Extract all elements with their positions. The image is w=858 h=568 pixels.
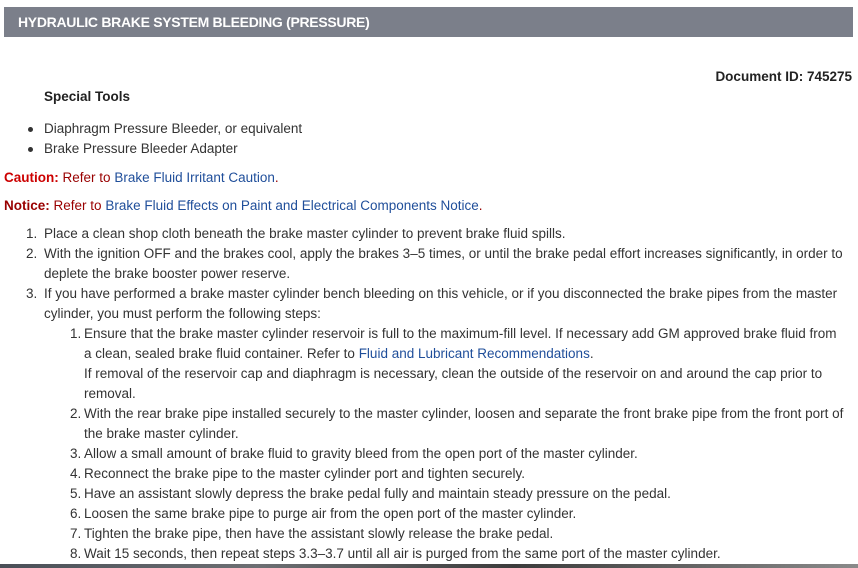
step-number: 3. — [26, 286, 38, 301]
procedure-step — [0, 244, 858, 284]
bullet-icon — [28, 127, 33, 132]
substep-note: If removal of the reservoir cap and diaphragm is necessary, clean the outside of the reservoir on and around the cap prior to removal. — [84, 366, 823, 401]
caution-line — [4, 168, 279, 188]
step-text: If you have performed a brake master cylinder bench bleeding on this vehicle, or if you disconnected the brake pipes from the master cylinder, you must perform the following steps: — [44, 286, 838, 321]
substep-text: Wait 15 seconds, then repeat steps 3.3–3.7 until all air is purged from the same port of the master cylinder. — [84, 546, 721, 561]
substep-text: With the rear brake pipe installed securely to the master cylinder, loosen and separate the front brake pipe from the front port of the brake master cylinder. — [84, 406, 844, 441]
procedure-step — [0, 224, 858, 244]
substep — [44, 324, 844, 404]
notice-prefix: Refer to — [53, 198, 102, 213]
list-item — [24, 139, 302, 159]
procedure-steps — [0, 224, 858, 564]
caution-prefix: Refer to — [62, 170, 111, 185]
brake-fluid-irritant-caution-link[interactable]: Brake Fluid Irritant Caution — [114, 170, 275, 185]
substep-number: 5. — [70, 486, 82, 501]
special-tools-list — [24, 119, 302, 159]
substep-text: Allow a small amount of brake fluid to gravity bleed from the open port of the master cylinder. — [84, 446, 638, 461]
substep-number: 3. — [70, 446, 82, 461]
tool-item-label: Diaphragm Pressure Bleeder, or equivalent — [44, 121, 303, 136]
substep — [44, 404, 844, 444]
notice-label: Notice: — [4, 198, 50, 213]
substep-number: 2. — [70, 406, 82, 421]
substeps-list — [44, 324, 844, 564]
step-number: 2. — [26, 246, 38, 261]
substep-text: Have an assistant slowly depress the brake pedal fully and maintain steady pressure on the pedal. — [84, 486, 671, 501]
brake-fluid-effects-notice-link[interactable]: Brake Fluid Effects on Paint and Electrical Components Notice — [105, 198, 479, 213]
list-item — [24, 119, 302, 139]
bullet-icon — [28, 147, 33, 152]
substep — [44, 464, 844, 484]
step-text: Place a clean shop cloth beneath the brake master cylinder to prevent brake fluid spills. — [44, 226, 566, 241]
substep-number: 1. — [70, 326, 82, 341]
caution-suffix: . — [274, 170, 279, 185]
substep-number: 4. — [70, 466, 82, 481]
document-id: Document ID: 745275 — [715, 69, 852, 84]
substep-number: 8. — [70, 546, 82, 561]
tool-item-label: Brake Pressure Bleeder Adapter — [44, 141, 238, 156]
substep — [44, 444, 844, 464]
substep-text: Tighten the brake pipe, then have the assistant slowly release the brake pedal. — [84, 526, 554, 541]
substep-text: Loosen the same brake pipe to purge air from the open port of the master cylinder. — [84, 506, 577, 521]
substep-number: 7. — [70, 526, 82, 541]
bottom-edge-strip — [0, 564, 858, 568]
substep — [44, 504, 844, 524]
step-number: 1. — [26, 226, 38, 241]
substep — [44, 524, 844, 544]
notice-line — [4, 196, 483, 216]
substep-link-suffix: . — [589, 346, 594, 361]
procedure-step — [0, 284, 858, 564]
substep — [44, 544, 844, 564]
substep-text: Ensure that the brake master cylinder reservoir is full to the maximum-fill level. If necessary add GM approved brake fluid from a clean, sealed brake fluid container. Refer to — [84, 326, 837, 361]
substep-number: 6. — [70, 506, 82, 521]
step-text: With the ignition OFF and the brakes cool, apply the brakes 3–5 times, or until the brake pedal effort increases significantly, in order to deplete the brake booster power reserve. — [44, 246, 843, 281]
special-tools-heading: Special Tools — [44, 89, 131, 104]
substep — [44, 484, 844, 504]
page-title: HYDRAULIC BRAKE SYSTEM BLEEDING (PRESSURE) — [4, 7, 853, 37]
caution-label: Caution: — [4, 170, 59, 185]
substep-text: Reconnect the brake pipe to the master cylinder port and tighten securely. — [84, 466, 525, 481]
fluid-lubricant-recommendations-link[interactable]: Fluid and Lubricant Recommendations — [358, 346, 590, 361]
notice-suffix: . — [478, 198, 483, 213]
